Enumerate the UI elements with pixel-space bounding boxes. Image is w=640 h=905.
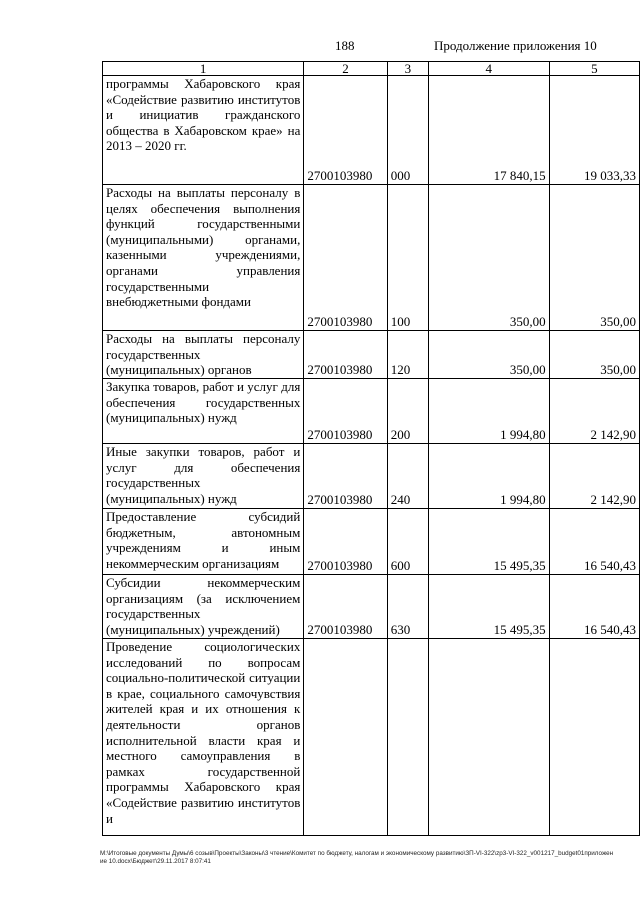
amount-year-2: 16 540,43 <box>549 509 639 575</box>
file-path-footer: M:\Итоговые документы Думы\6 созыв\Проекты\Законы\3 чтение\Комитет по бюджету, налогам и экономическому развитию\ЗП-VI-322\zp3-VI-322_v001217_budget01приложение 10.docx\Бюджет\29.11.2017 8:07:41 <box>100 850 614 865</box>
column-header: 3 <box>387 62 428 76</box>
amount-year-1: 1 994,80 <box>428 444 549 509</box>
expense-type-code: 240 <box>387 444 428 509</box>
amount-year-1: 1 994,80 <box>428 379 549 444</box>
amount-year-1: 15 495,35 <box>428 575 549 639</box>
amount-year-1: 350,00 <box>428 185 549 331</box>
expense-type-code: 200 <box>387 379 428 444</box>
target-article-code: 2700103980 <box>304 509 387 575</box>
amount-year-2: 16 540,43 <box>549 575 639 639</box>
target-article-code: 2700103980 <box>304 76 387 185</box>
expense-name: Расходы на выплаты персоналу в целях обеспечения выполнения функций государственными (муниципальными) органами, казенными учреждениями, органами управления государственными внебюджетными фондами <box>103 185 304 331</box>
table-row <box>103 575 640 639</box>
expense-type-code: 600 <box>387 509 428 575</box>
amount-year-2: 2 142,90 <box>549 444 639 509</box>
target-article-code: 2700103980 <box>304 185 387 331</box>
amount-year-2: 350,00 <box>549 185 639 331</box>
amount-year-2: 19 033,33 <box>549 76 639 185</box>
table-row <box>103 331 640 379</box>
expense-type-code: 120 <box>387 331 428 379</box>
amount-year-2 <box>549 639 639 836</box>
expense-type-code: 000 <box>387 76 428 185</box>
table-row <box>103 444 640 509</box>
column-header: 5 <box>549 62 639 76</box>
expense-name: Закупка товаров, работ и услуг для обеспечения государственных (муниципальных) нужд <box>103 379 304 444</box>
column-header: 4 <box>428 62 549 76</box>
amount-year-2: 350,00 <box>549 331 639 379</box>
expense-name: Иные закупки товаров, работ и услуг для обеспечения государственных (муниципальных) нужд <box>103 444 304 509</box>
amount-year-2: 2 142,90 <box>549 379 639 444</box>
page-number: 188 <box>335 38 355 53</box>
table-header-row <box>103 62 640 76</box>
expense-name: Расходы на выплаты персоналу государственных (муниципальных) органов <box>103 331 304 379</box>
expense-name: программы Хабаровского края «Содействие развитию институтов и инициатив гражданского общества в Хабаровском крае» на 2013 – 2020 гг. <box>103 76 304 185</box>
table-row <box>103 639 640 836</box>
expense-type-code: 100 <box>387 185 428 331</box>
target-article-code <box>304 639 387 836</box>
target-article-code: 2700103980 <box>304 575 387 639</box>
page-header <box>0 38 640 56</box>
amount-year-1 <box>428 639 549 836</box>
target-article-code: 2700103980 <box>304 331 387 379</box>
budget-table <box>102 61 640 836</box>
expense-type-code <box>387 639 428 836</box>
amount-year-1: 350,00 <box>428 331 549 379</box>
amount-year-1: 15 495,35 <box>428 509 549 575</box>
table-row <box>103 185 640 331</box>
target-article-code: 2700103980 <box>304 444 387 509</box>
table-row <box>103 379 640 444</box>
expense-name: Предоставление субсидий бюджетным, автономным учреждениям и иным некоммерческим организациям <box>103 509 304 575</box>
expense-name: Проведение социологических исследований по вопросам социально-политической ситуации в крае, социального самочувствия жителей края и их отношения к деятельности органов исполнительной власти края и местного самоуправления в рамках государственной программы Хабаровского края «Содействие развитию институтов и <box>103 639 304 836</box>
amount-year-1: 17 840,15 <box>428 76 549 185</box>
continuation-label: Продолжение приложения 10 <box>434 38 597 53</box>
target-article-code: 2700103980 <box>304 379 387 444</box>
column-header: 1 <box>103 62 304 76</box>
expense-type-code: 630 <box>387 575 428 639</box>
table-row <box>103 76 640 185</box>
expense-name: Субсидии некоммерческим организациям (за исключением государственных (муниципальных) учреждений) <box>103 575 304 639</box>
column-header: 2 <box>304 62 387 76</box>
table-row <box>103 509 640 575</box>
